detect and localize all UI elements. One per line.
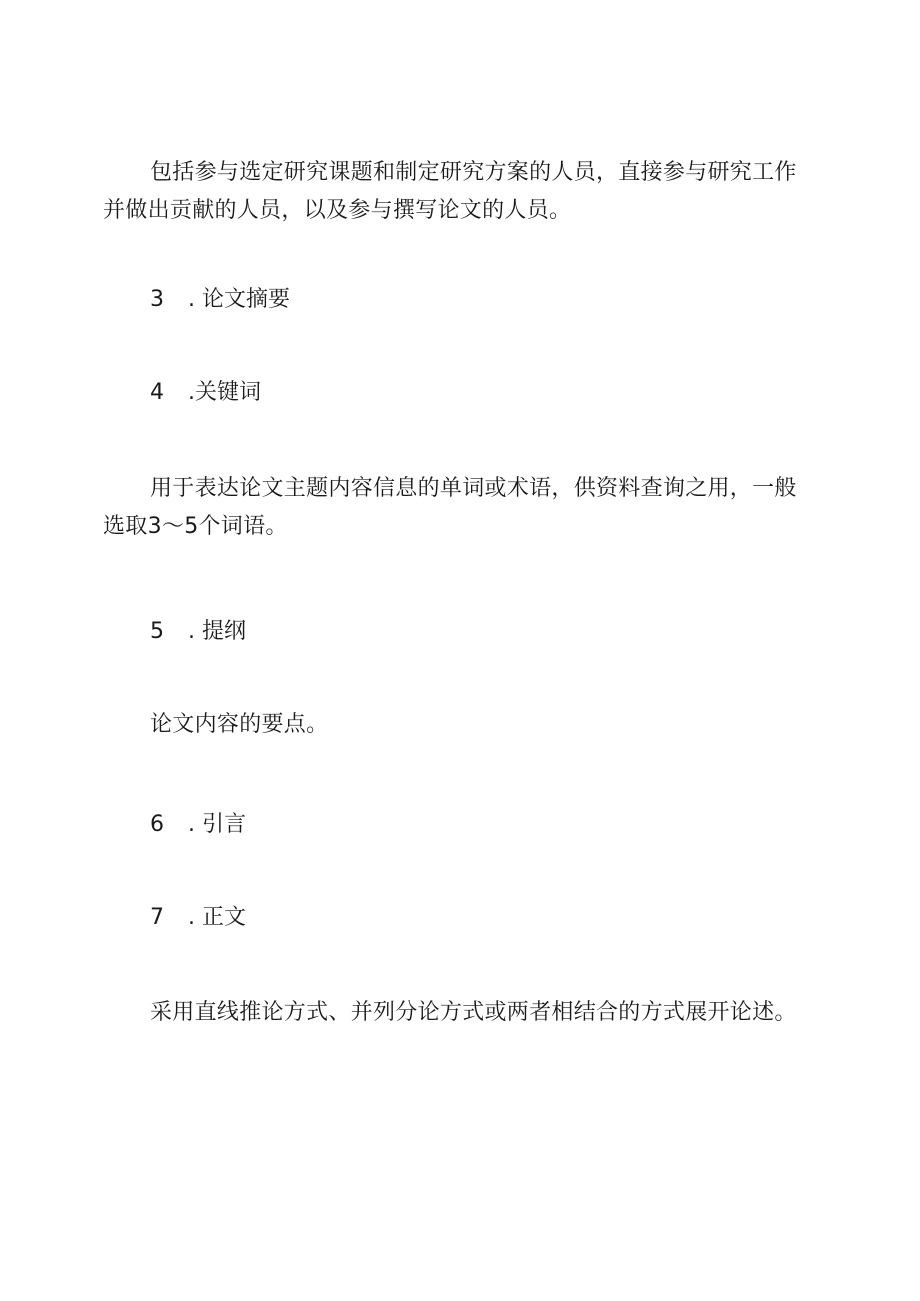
paragraph-keywords: 用于表达论文主题内容信息的单词或术语，供资料查询之用，一般选取3〜5个词语。: [103, 476, 797, 539]
section-number: 3: [150, 287, 164, 312]
section-heading-keywords: [150, 378, 261, 408]
section-number: 5: [150, 619, 164, 644]
section-heading-introduction: [150, 810, 246, 840]
section-title: .关键词: [188, 380, 261, 405]
section-title: . 提纲: [188, 619, 246, 644]
paragraph-outline: 论文内容的要点。: [150, 712, 329, 737]
section-number: 7: [150, 905, 164, 930]
section-number: 4: [150, 380, 164, 405]
section-number: 6: [150, 812, 164, 837]
section-title: . 引言: [188, 812, 246, 837]
paragraph-body-method: 采用直线推论方式、并列分论方式或两者相结合的方式展开论述。: [150, 1000, 797, 1025]
section-title: . 论文摘要: [188, 287, 290, 312]
section-heading-outline: [150, 617, 246, 647]
section-heading-abstract: [150, 285, 290, 315]
section-heading-body: [150, 903, 246, 933]
section-title: . 正文: [188, 905, 246, 930]
paragraph-authors: 包括参与选定研究课题和制定研究方案的人员，直接参与研究工作并做出贡献的人员，以及参与撰写论文的人员。: [103, 160, 797, 223]
